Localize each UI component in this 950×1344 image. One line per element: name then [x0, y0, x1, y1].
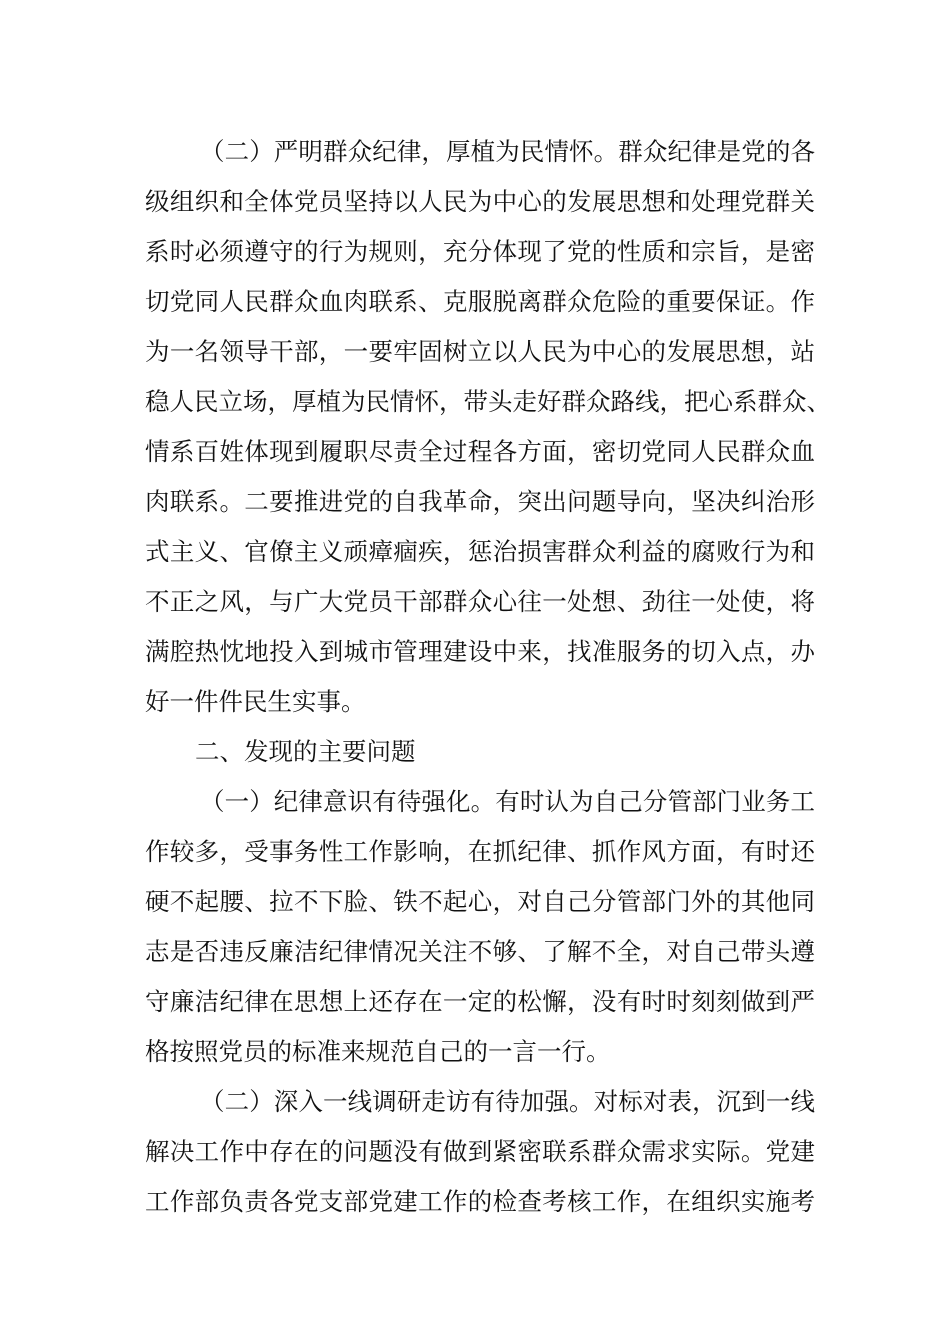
- paragraph-line: 志是否违反廉洁纪律情况关注不够、了解不全，对自己带头遵: [145, 937, 815, 966]
- paragraph-line: 解决工作中存在的问题没有做到紧密联系群众需求实际。党建: [145, 1137, 815, 1166]
- paragraph-line: 系时必须遵守的行为规则，充分体现了党的性质和宗旨，是密: [145, 237, 815, 266]
- paragraph-line: 满腔热忱地投入到城市管理建设中来，找准服务的切入点，办: [145, 637, 815, 666]
- paragraph-line: 肉联系。二要推进党的自我革命，突出问题导向，坚决纠治形: [145, 487, 815, 516]
- paragraph-line: 不正之风，与广大党员干部群众心往一处想、劲往一处使，将: [145, 587, 815, 616]
- paragraph-line: （二）深入一线调研走访有待加强。对标对表，沉到一线: [200, 1087, 815, 1116]
- paragraph-line: 硬不起腰、拉不下脸、铁不起心，对自己分管部门外的其他同: [145, 887, 815, 916]
- paragraph-line: 情系百姓体现到履职尽责全过程各方面，密切党同人民群众血: [145, 437, 815, 466]
- paragraph-line: 级组织和全体党员坚持以人民为中心的发展思想和处理党群关: [145, 187, 815, 216]
- paragraph-line: 工作部负责各党支部党建工作的检查考核工作，在组织实施考: [145, 1187, 815, 1216]
- paragraph-line: 好一件件民生实事。: [145, 687, 366, 716]
- paragraph-line: 切党同人民群众血肉联系、克服脱离群众危险的重要保证。作: [145, 287, 815, 316]
- section-heading: 二、发现的主要问题: [195, 737, 416, 766]
- paragraph-line: （一）纪律意识有待强化。有时认为自己分管部门业务工: [200, 787, 815, 816]
- paragraph-line: 稳人民立场，厚植为民情怀，带头走好群众路线，把心系群众、: [145, 387, 831, 416]
- paragraph-line: （二）严明群众纪律，厚植为民情怀。群众纪律是党的各: [200, 137, 815, 166]
- paragraph-line: 作较多，受事务性工作影响，在抓纪律、抓作风方面，有时还: [145, 837, 815, 866]
- paragraph-line: 式主义、官僚主义顽瘴痼疾，惩治损害群众利益的腐败行为和: [145, 537, 815, 566]
- paragraph-line: 为一名领导干部，一要牢固树立以人民为中心的发展思想，站: [145, 337, 815, 366]
- paragraph-line: 守廉洁纪律在思想上还存在一定的松懈，没有时时刻刻做到严: [145, 987, 815, 1016]
- paragraph-line: 格按照党员的标准来规范自己的一言一行。: [145, 1037, 611, 1066]
